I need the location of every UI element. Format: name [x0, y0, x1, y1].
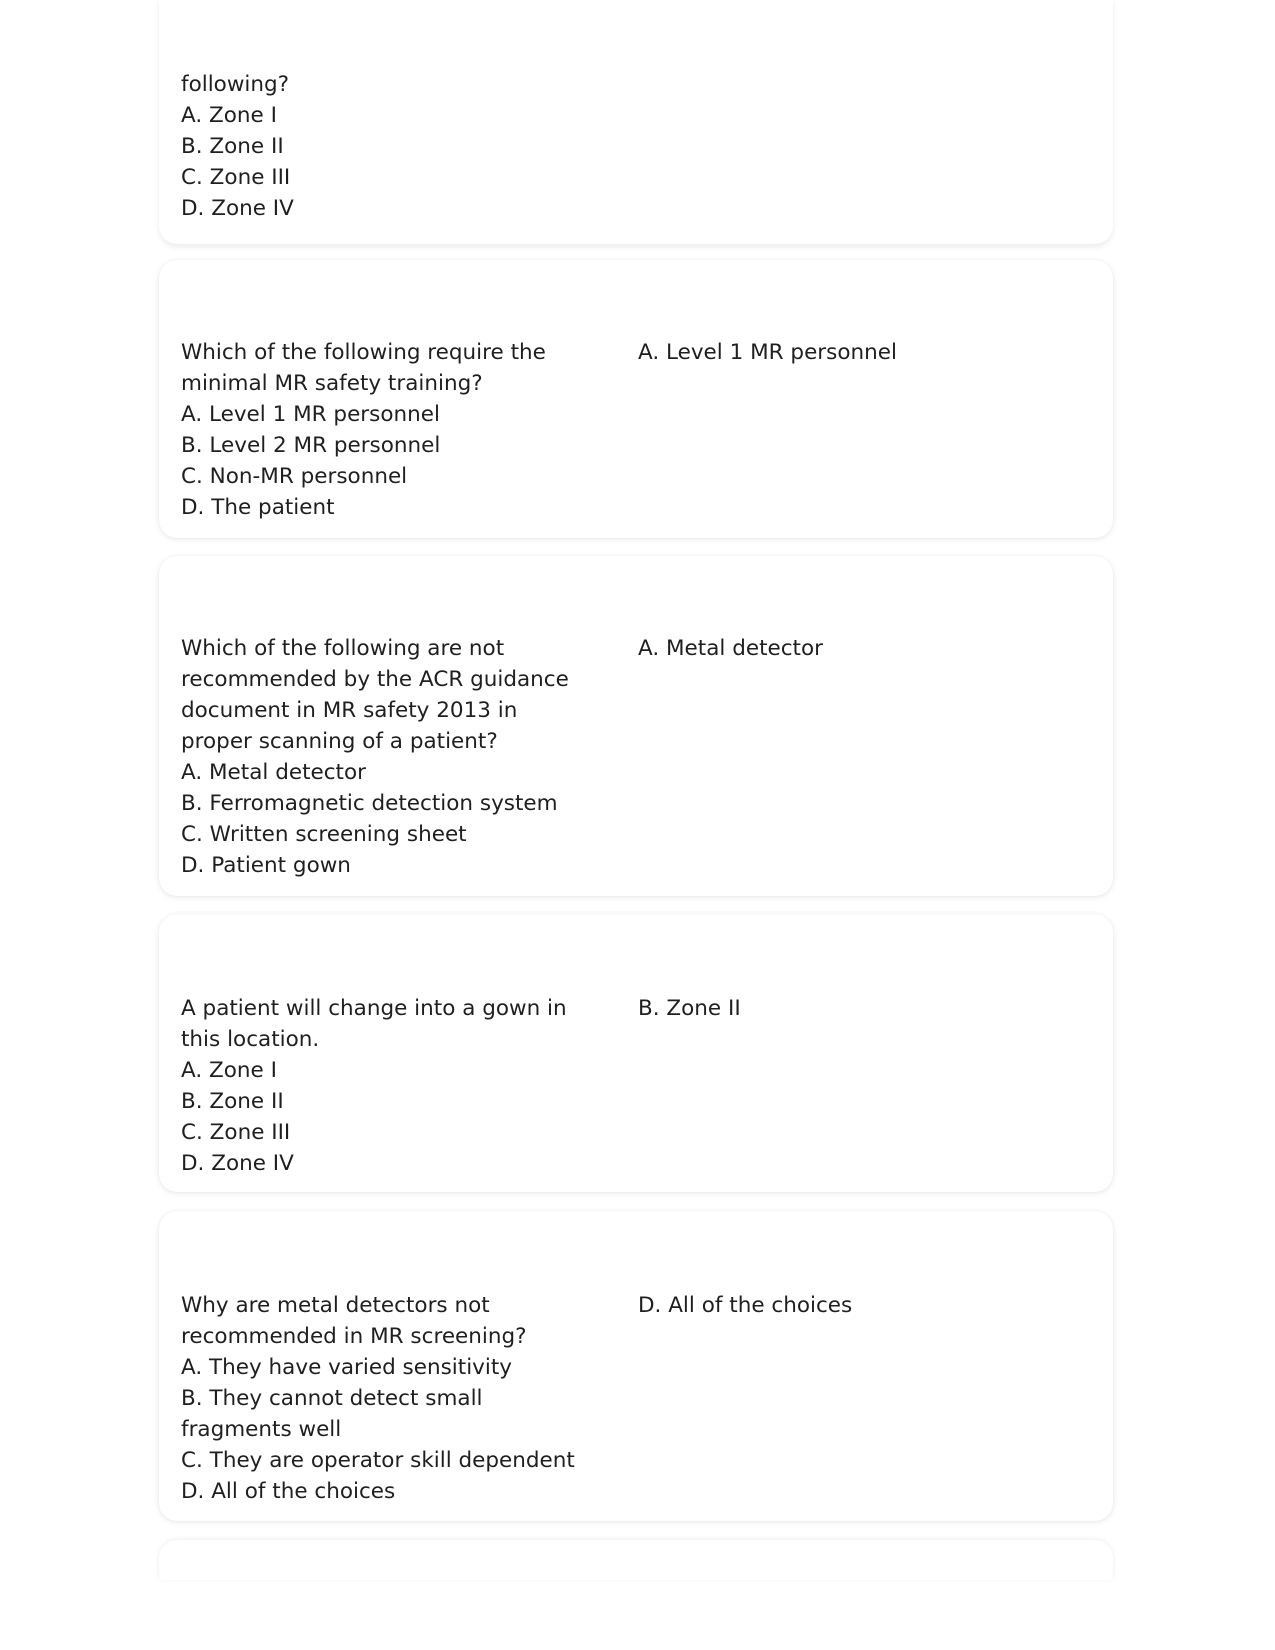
flashcard-term: A patient will change into a gown in this location. A. Zone I B. Zone II C. Zone III D. Zone IV	[181, 996, 567, 1176]
flashcard	[159, 914, 1113, 1192]
flashcard	[159, 260, 1113, 538]
flashcard-definition: B. Zone II	[638, 996, 741, 1021]
flashcard-term: Which of the following are not recommended by the ACR guidance document in MR safety 2013 in proper scanning of a patient? A. Metal detector B. Ferromagnetic detection system C. Written screening sheet D. Patient gown	[181, 636, 569, 878]
flashcard-definition: A. Level 1 MR personnel	[638, 340, 897, 365]
flashcard-term: Which of the following require the minimal MR safety training? A. Level 1 MR personnel B. Level 2 MR personnel C. Non-MR personnel D. The patient	[181, 340, 546, 520]
flashcard-partial	[159, 1540, 1113, 1580]
flashcard-definition: D. All of the choices	[638, 1293, 853, 1318]
flashcard	[159, 1211, 1113, 1521]
flashcard	[159, 556, 1113, 896]
flashcard-definition: A. Metal detector	[638, 636, 823, 661]
flashcard-term: following? A. Zone I B. Zone II C. Zone III D. Zone IV	[181, 72, 294, 221]
flashcard-term: Why are metal detectors not recommended in MR screening? A. They have varied sensitivity B. They cannot detect small fragments well C. They are operator skill dependent D. All of the choices	[181, 1293, 575, 1504]
flashcard	[159, 0, 1113, 244]
